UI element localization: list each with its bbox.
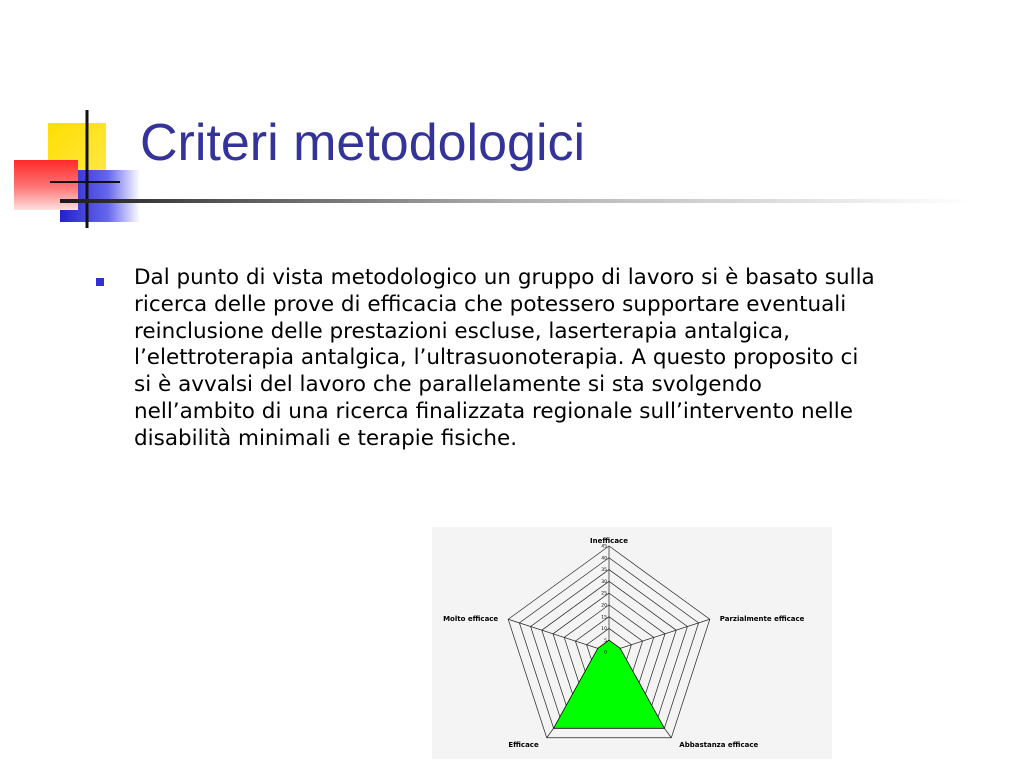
title-underline (60, 199, 970, 203)
radar-tick-label: 30 (601, 579, 607, 585)
radar-tick-label: 5 (604, 638, 607, 644)
bullet-text: Dal punto di vista metodologico un gruppo di lavoro si è basato sulla ricerca delle prove di efficacia che potessero supportare eventuali reinclusione delle prestazioni escluse, laserterapia antalgica, l’elettroterapia antalgica, l’ultrasuonoterapia. A questo proposito ci si è avvalsi del lavoro che parallelamente si sta svolgendo nell’ambito di una ricerca finalizzata regionale sull’intervento nelle disabilità minimali e terapie fisiche. (134, 265, 875, 451)
radar-tick-label: 0 (604, 650, 607, 656)
list-item (96, 265, 896, 453)
radar-data-area (554, 640, 665, 728)
radar-axis-label: Parzialmente efficace (719, 615, 805, 624)
radar-chart-svg (432, 527, 832, 759)
radar-tick-label: 45 (601, 544, 607, 550)
radar-tick-label: 15 (601, 615, 607, 621)
bullet-list (96, 265, 896, 453)
radar-tick-label: 40 (601, 556, 607, 562)
radar-axis-label: Molto efficace (443, 615, 499, 624)
radar-chart (432, 527, 832, 759)
square-bullet-icon (96, 278, 104, 286)
radar-tick-label: 35 (601, 568, 607, 574)
radar-tick-label: 20 (601, 603, 607, 609)
radar-axis-label: Abbastanza efficace (679, 740, 759, 749)
slide-title: Criteri metodologici (140, 114, 586, 172)
radar-axis-label: Inefficace (590, 537, 628, 545)
radar-tick-label: 25 (601, 591, 607, 597)
radar-axis-label: Efficace (508, 740, 539, 749)
radar-tick-label: 10 (601, 627, 607, 633)
